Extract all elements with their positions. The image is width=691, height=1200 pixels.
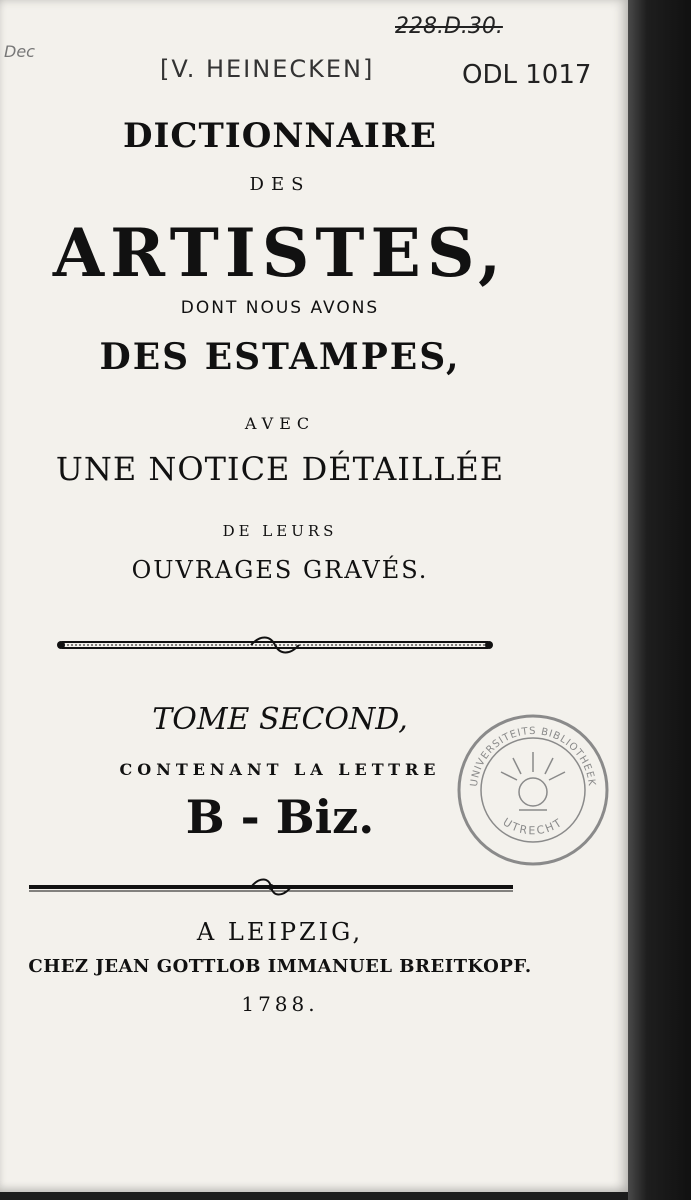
title-de-leurs: DE LEURS xyxy=(222,522,338,540)
pencil-mark: Dec xyxy=(4,42,35,61)
imprint-year: 1788. xyxy=(241,992,319,1016)
ornamental-rule-bottom xyxy=(25,876,517,898)
title-des: DES xyxy=(249,174,311,195)
book-edge-shadow xyxy=(628,0,691,1200)
title-dont-nous-avons: DONT NOUS AVONS xyxy=(180,298,380,318)
title-dictionnaire: DICTIONNAIRE xyxy=(123,116,437,156)
owner-note: [V. HEINECKEN] xyxy=(160,55,375,83)
shelfmark: ODL 1017 xyxy=(462,60,592,90)
letter-range: B - Biz. xyxy=(185,790,375,844)
struck-shelfmark: 228.D.30. xyxy=(395,14,503,39)
ornamental-rule-top xyxy=(55,634,495,656)
title-avec: AVEC xyxy=(244,414,316,433)
library-stamp xyxy=(455,712,611,868)
svg-text:UTRECHT: UTRECHT xyxy=(500,815,566,838)
imprint-place: A LEIPZIG, xyxy=(196,918,364,946)
title-des-estampes: DES ESTAMPES, xyxy=(99,336,461,378)
svg-text:UNIVERSITEITS BIBLIOTHEEK: UNIVERSITEITS BIBLIOTHEEK xyxy=(469,725,597,788)
contents-label: CONTENANT LA LETTRE xyxy=(119,760,441,779)
imprint-publisher: CHEZ JEAN GOTTLOB IMMANUEL BREITKOPF. xyxy=(28,956,532,977)
title-ouvrages: OUVRAGES GRAVÉS. xyxy=(131,556,429,584)
title-artistes: ARTISTES, xyxy=(52,214,508,292)
title-notice: UNE NOTICE DÉTAILLÉE xyxy=(55,450,505,488)
volume-label: TOME SECOND, xyxy=(152,702,408,737)
